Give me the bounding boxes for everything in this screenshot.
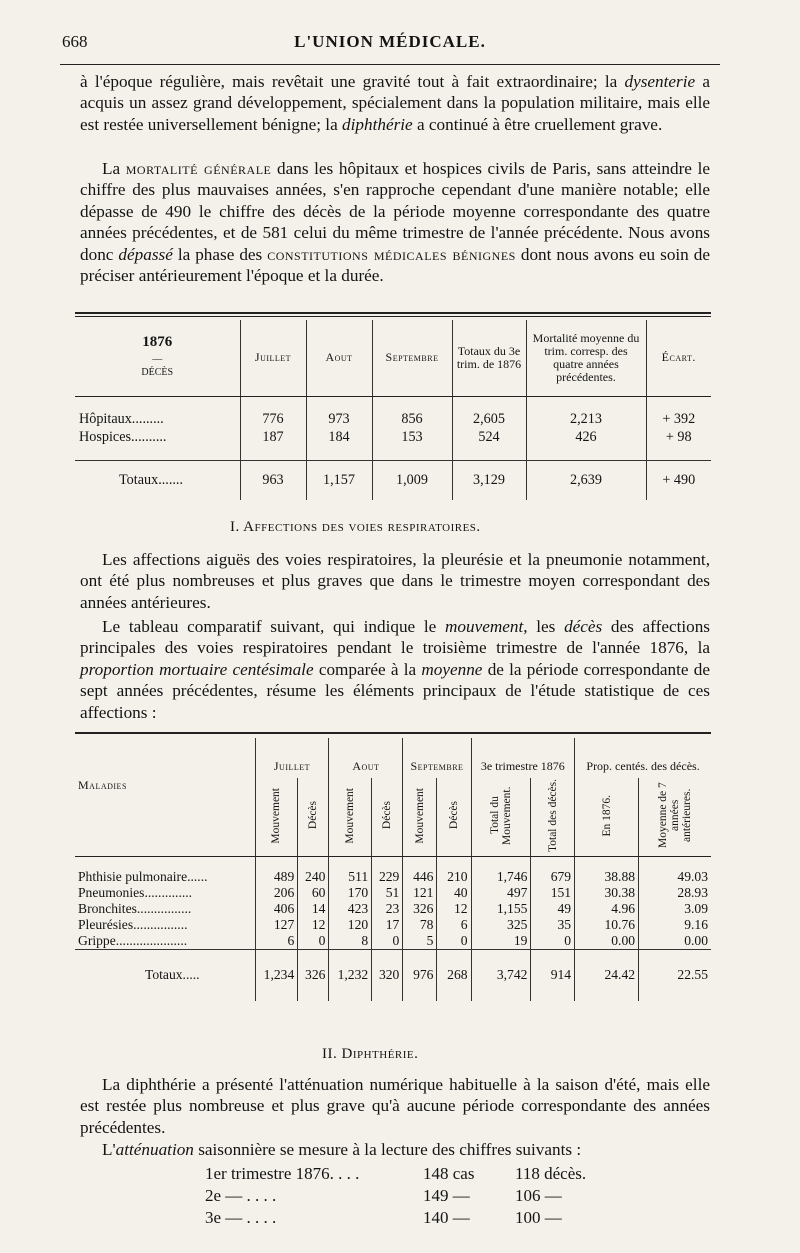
respiratory-table <box>75 738 711 1001</box>
t2-row-totaux: Totaux..... 1,234 326 1,232 320 976 268 3,742 914 24.42 22.55 <box>75 949 711 1001</box>
t2-sub-juillet-deces: Décès <box>298 778 329 857</box>
mortality-table <box>75 320 711 500</box>
t1-header-year: 1876 — DÉCÈS <box>75 320 240 396</box>
attenuation-row-3: 3e — . . . . 140 — 100 — <box>205 1208 562 1227</box>
attenuation-row-2: 2e — . . . . 149 — 106 — <box>205 1186 562 1205</box>
t2-row-grippe: Grippe..................... 6 0 8 0 5 0 19 0 0.00 0.00 <box>75 933 711 950</box>
t2-sub-aout-mouvement: Mouvement <box>329 778 372 857</box>
t2-row-pleuresies: Pleurésies................ 127 12 120 17 78 6 325 35 10.76 9.16 <box>75 917 711 933</box>
attenuation-row-1: 1er trimestre 1876. . . . 148 cas 118 décès. <box>205 1164 587 1183</box>
t1-col-moyenne: Mortalité moyenne du trim. corresp. des quatre années précédentes. <box>526 320 646 396</box>
intro-paragraph-1: à l'époque régulière, mais revêtait une gravité tout à fait extraordinaire; la dysenterie a acquis un assez grand développement, spécialement dans la population militaire, mais elle est restée universellement bénigne; la diphthérie a continué à être cruellement grave. <box>80 72 710 134</box>
t1-col-juillet: Juillet <box>240 320 306 396</box>
diphtheria-paragraph-2: L'atténuation saisonnière se mesure à la lecture des chiffres suivants : <box>102 1140 582 1159</box>
t2-group-septembre: Septembre <box>403 738 471 778</box>
t2-sub-total-deces: Total des décès. <box>531 778 575 857</box>
t1-row-hopitaux: Hôpitaux......... 776 973 856 2,605 2,213 + 392 <box>75 410 711 428</box>
section-title-respiratory: I. Affections des voies respiratoires. <box>230 519 481 535</box>
respiratory-paragraph-1: Les affections aiguës des voies respiratoires, la pleurésie et la pneumonie notamment, ont été plus nombreuses et plus graves que dans le trimestre moyen correspondant des années antérieures. <box>80 550 710 612</box>
table2-top-rule <box>75 732 711 734</box>
t1-col-septembre: Septembre <box>372 320 452 396</box>
t2-group-proportion: Prop. centés. des décès. <box>575 738 711 778</box>
t1-col-totaux: Totaux du 3e trim. de 1876 <box>452 320 526 396</box>
t2-sub-septembre-mouvement: Mouvement <box>403 778 437 857</box>
respiratory-paragraph-2: Le tableau comparatif suivant, qui indique le mouvement, les décès des affections principales des voies respiratoires pendant le troisième trimestre de l'année 1876, la proportion mortuaire centésimale comparée à la moyenne de la période correspondante de sept années précédentes, résume les éléments principaux de l'étude statistique de ces affections : <box>80 617 711 722</box>
t2-group-aout: Aout <box>329 738 403 778</box>
t2-row-phthisie: Phthisie pulmonaire...... 489 240 511 229 446 210 1,746 679 38.88 49.03 <box>75 869 711 885</box>
t1-col-aout: Aout <box>306 320 372 396</box>
t2-sub-en-1876: En 1876. <box>575 778 639 857</box>
section-title-diphtheria: II. Diphthérie. <box>322 1046 419 1062</box>
t2-sub-moyenne-7-ans: Moyenne de 7 années antérieures. <box>639 778 711 857</box>
t2-group-juillet: Juillet <box>255 738 329 778</box>
t2-row-pneumonies: Pneumonies.............. 206 60 170 51 121 40 497 151 30.38 28.93 <box>75 885 711 901</box>
t2-sub-aout-deces: Décès <box>372 778 403 857</box>
page-header <box>60 32 720 58</box>
t2-group-trimestre: 3e trimestre 1876 <box>471 738 575 778</box>
table1-top-rule-2 <box>75 316 711 317</box>
t2-row-bronchites: Bronchites................ 406 14 423 23 326 12 1,155 49 4.96 3.09 <box>75 901 711 917</box>
diphtheria-paragraph-1: La diphthérie a présenté l'atténuation numérique habituelle à la saison d'été, mais elle est restée plus nombreuse et plus grave qu'à aucune période correspondante des années précédentes. <box>80 1075 710 1137</box>
table1-top-rule <box>75 312 711 314</box>
t2-sub-total-mouvement: Total du Mouvement. <box>471 778 531 857</box>
page-number: 668 <box>62 32 88 51</box>
header-rule <box>60 64 720 65</box>
t1-col-ecart: Écart. <box>646 320 711 396</box>
t2-sub-septembre-deces: Décès <box>437 778 471 857</box>
t1-row-hospices: Hospices.......... 187 184 153 524 426 + 98 <box>75 428 711 446</box>
t1-row-totaux: Totaux....... 963 1,157 1,009 3,129 2,639 + 490 <box>75 460 711 500</box>
t2-header-maladies: Maladies <box>75 778 255 857</box>
t2-sub-juillet-mouvement: Mouvement <box>255 778 298 857</box>
intro-paragraph-2: La mortalité générale dans les hôpitaux et hospices civils de Paris, sans atteindre le chiffre des plus mauvaises années, s'en rapproche cependant d'une manière notable; elle dépasse de 490 le chiffre des décès de la période moyenne correspondante des quatre années précédentes, et de 581 celui du même trimestre de l'année précédente. Nous avons donc dépassé la phase des constitutions médicales bénignes dont nous avons eu soin de préciser antérieurement l'époque et la durée. <box>80 159 710 286</box>
journal-title: L'UNION MÉDICALE. <box>294 32 486 51</box>
